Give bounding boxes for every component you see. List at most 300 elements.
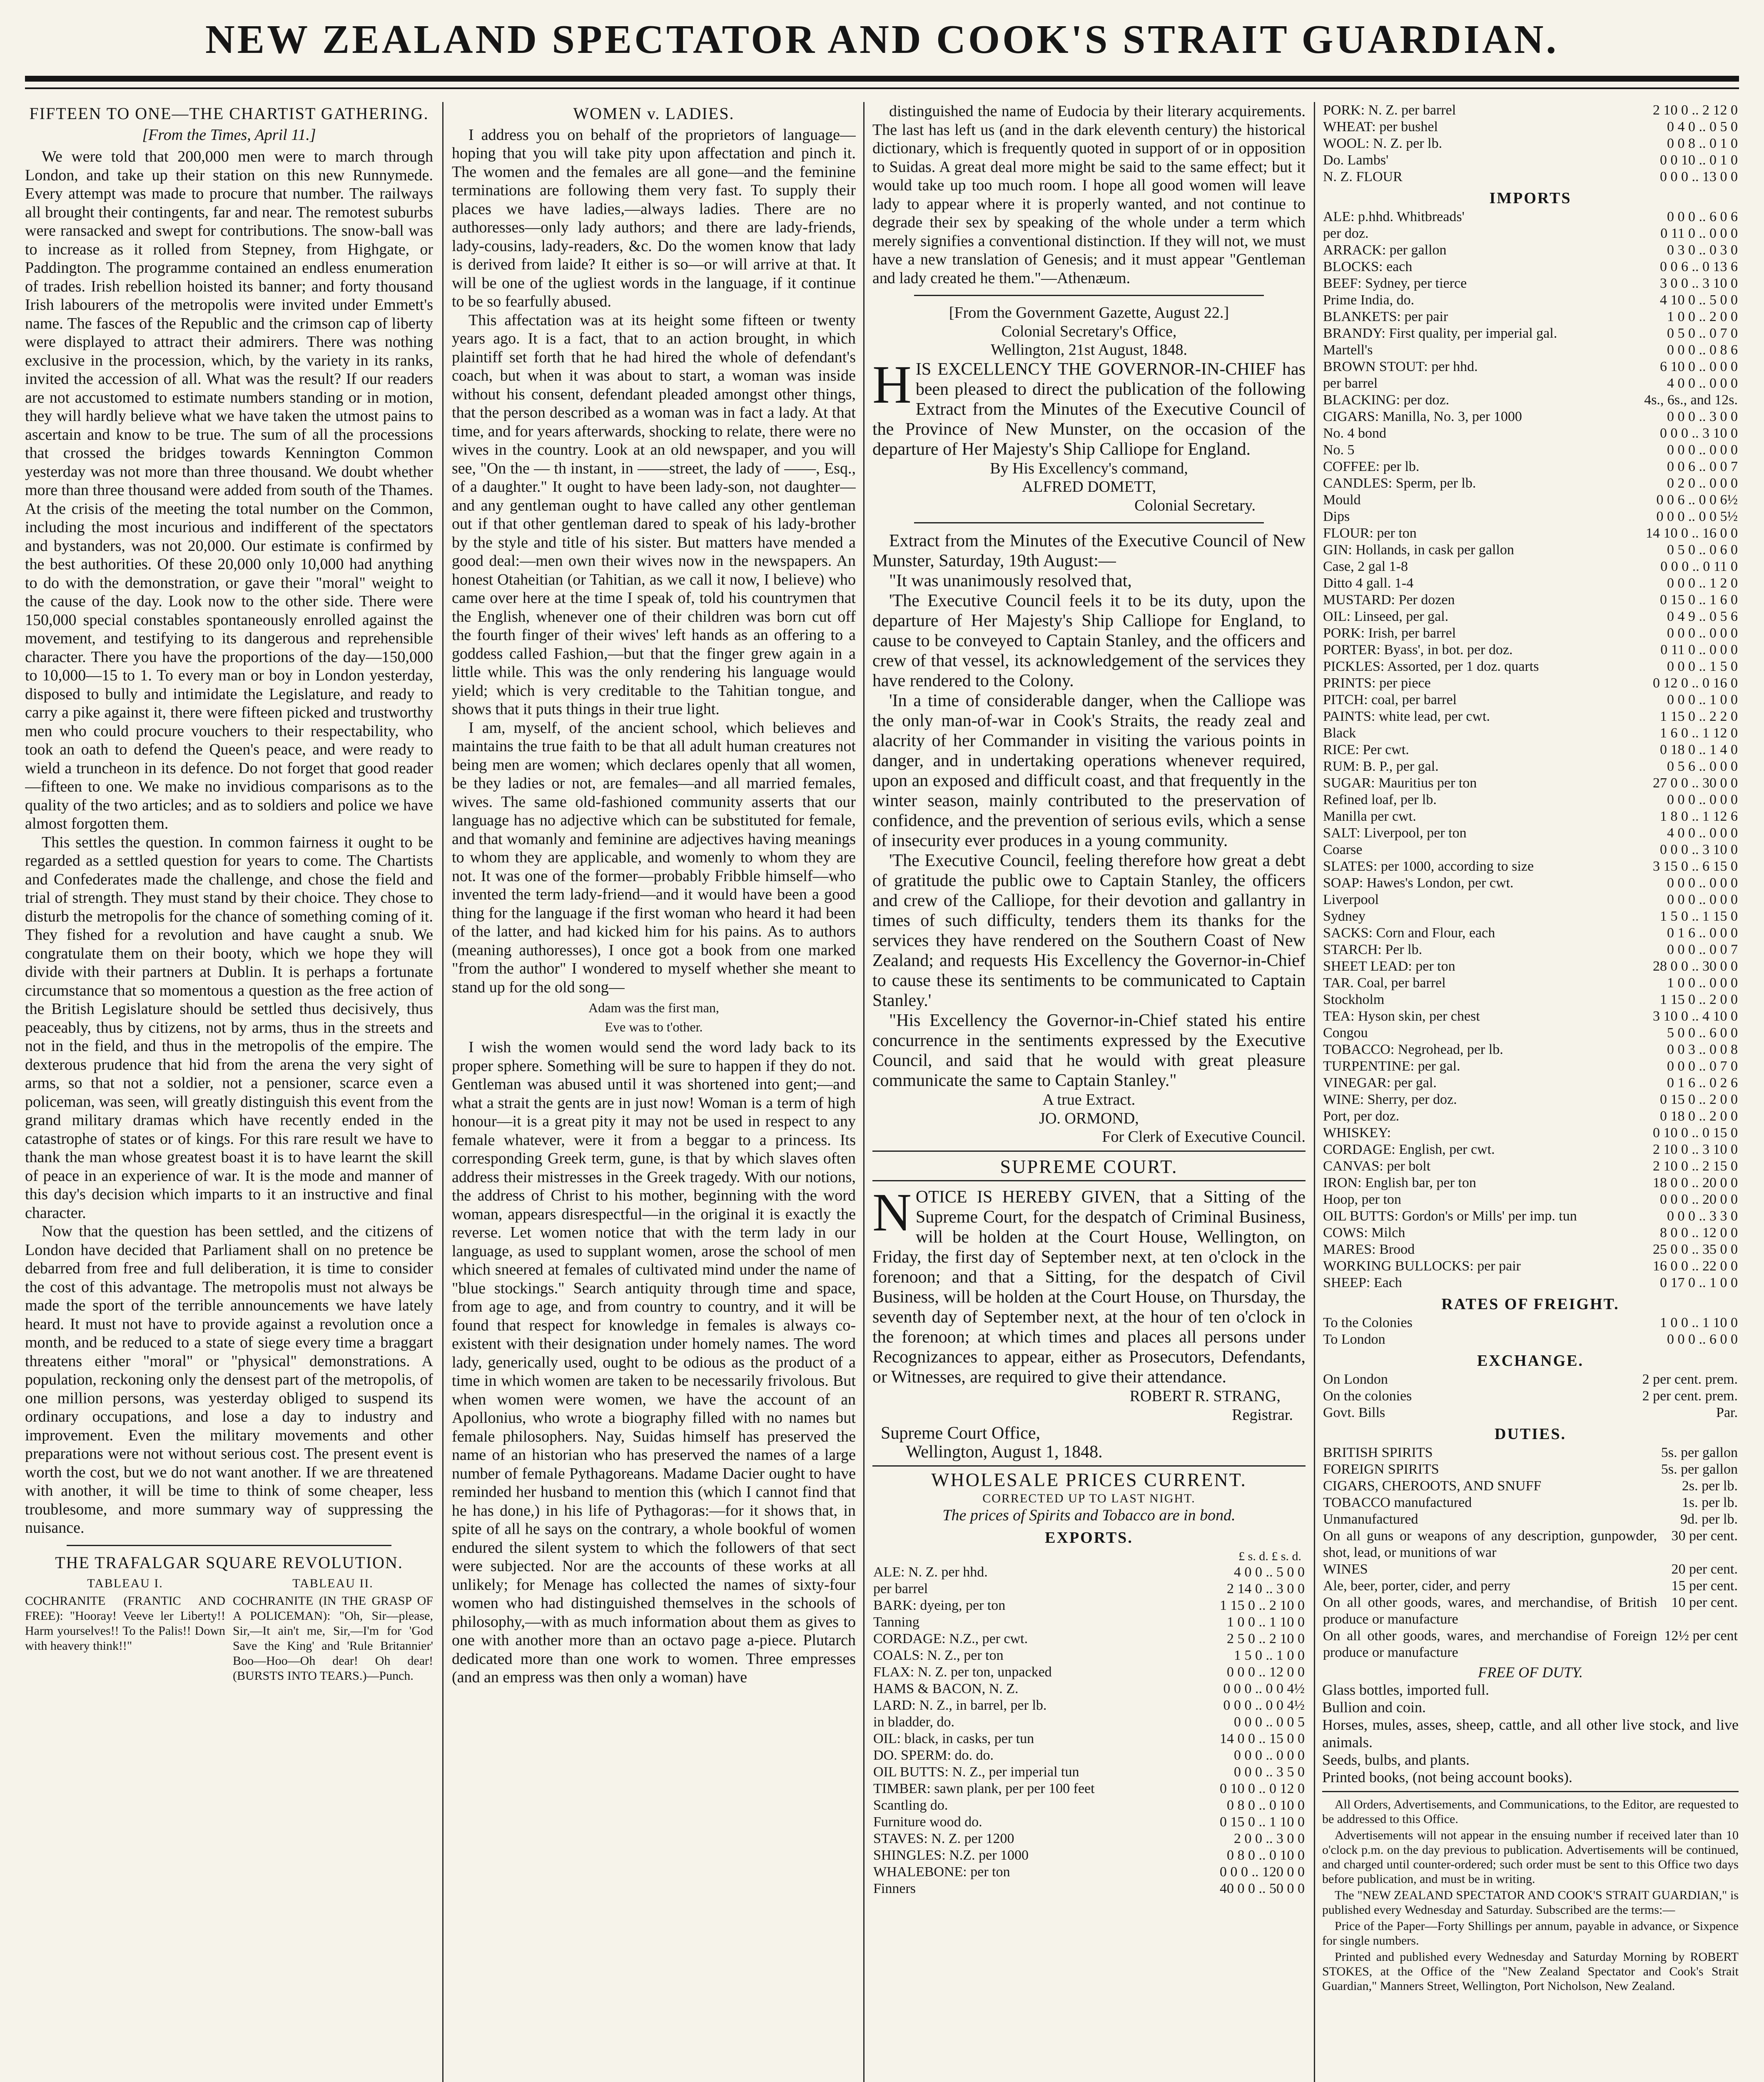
price-item: On London — [1323, 1372, 1388, 1387]
price-item: BROWN STOUT: per hhd. — [1323, 359, 1478, 374]
price-item: OIL BUTTS: N. Z., per imperial tun — [873, 1764, 1079, 1780]
price-value: 0 0 0 .. 1 5 0 — [1667, 659, 1738, 674]
tableau-title: TABLEAU II. — [292, 1576, 374, 1590]
import-row — [1322, 1008, 1739, 1025]
import-row — [1322, 375, 1739, 392]
price-item: ALE: p.hhd. Whitbreads' — [1323, 209, 1465, 224]
price-value: 0 5 0 .. 0 7 0 — [1667, 326, 1738, 341]
price-value: 0 0 0 .. 0 0 4½ — [1223, 1697, 1305, 1713]
price-item: Dips — [1323, 509, 1350, 524]
export-row — [872, 1847, 1306, 1864]
price-value: 0 0 6 .. 0 0 6½ — [1656, 492, 1738, 508]
paragraph: 'In a time of considerable danger, when the Calliope was the only man-of-war in Cook's Straits, the ready zeal and alacrity of her Commander in visiting the various points in danger, and in undertaking operations whenever required, upon an exposed and difficult coast, and that frequently in the winter season, mainly contributed to the preservation of confidence, and the prevention of serious evils, which a sense of insecurity ever produces in a young community. — [872, 691, 1306, 850]
price-value: 0 0 6 .. 0 13 6 — [1660, 259, 1738, 274]
export-row — [872, 1581, 1306, 1597]
price-item: CIGARS, CHEROOTS, AND SNUFF — [1323, 1478, 1542, 1494]
import-row — [1322, 475, 1739, 492]
import-row — [1322, 808, 1739, 825]
price-value: 1 15 0 .. 2 2 0 — [1660, 709, 1738, 724]
price-item: SACKS: Corn and Flour, each — [1323, 925, 1495, 941]
export-row — [872, 1614, 1306, 1631]
export-row — [872, 1697, 1306, 1714]
price-item: in bladder, do. — [873, 1714, 955, 1730]
export-row — [1322, 152, 1739, 169]
masthead-title: NEW ZEALAND SPECTATOR AND COOK'S STRAIT GUARDIAN. — [205, 17, 1559, 62]
price-item: CANDLES: Sperm, per lb. — [1323, 476, 1476, 491]
export-row — [1322, 102, 1739, 119]
import-row — [1322, 825, 1739, 842]
price-item: per barrel — [873, 1581, 928, 1596]
price-value: 1 8 0 .. 1 12 6 — [1660, 809, 1738, 824]
price-item: FLAX: N. Z. per ton, unpacked — [873, 1664, 1052, 1680]
free-item: Printed books, (not being account books). — [1322, 1769, 1572, 1786]
import-row — [1322, 892, 1739, 908]
price-item: COFFEE: per lb. — [1323, 459, 1420, 474]
article-body — [25, 147, 433, 1537]
price-item: TIMBER: sawn plank, per per 100 feet — [873, 1781, 1095, 1796]
duty-row — [1322, 1578, 1739, 1594]
price-value: 0 0 0 .. 0 0 7 — [1667, 942, 1738, 957]
export-row — [872, 1597, 1306, 1614]
price-item: Govt. Bills — [1323, 1405, 1385, 1420]
prices-heading: WHOLESALE PRICES CURRENT. — [931, 1469, 1247, 1490]
freight-table — [1322, 1315, 1739, 1348]
price-item: TAR. Coal, per barrel — [1323, 975, 1446, 991]
price-value: 0 8 0 .. 0 10 0 — [1227, 1847, 1305, 1863]
price-value: 0 0 0 .. 6 0 6 — [1667, 209, 1738, 224]
price-value: 1 15 0 .. 2 0 0 — [1660, 992, 1738, 1007]
price-item: PORK: N. Z. per barrel — [1323, 102, 1456, 118]
command-line: By His Excellency's command, — [990, 459, 1188, 477]
price-value: 3 0 0 .. 3 10 0 — [1660, 276, 1738, 291]
duty-row — [1322, 1478, 1739, 1494]
price-value: 0 15 0 .. 1 10 0 — [1220, 1814, 1305, 1830]
price-value: 0 0 0 .. 1 2 0 — [1667, 575, 1738, 591]
price-item: WHISKEY: — [1323, 1125, 1391, 1141]
import-row — [1322, 309, 1739, 325]
price-value: 0 15 0 .. 1 6 0 — [1660, 592, 1738, 608]
import-row — [1322, 958, 1739, 975]
price-item: BEEF: Sydney, per tierce — [1323, 276, 1467, 291]
price-value: 2 5 0 .. 2 10 0 — [1227, 1631, 1305, 1646]
import-row — [1322, 708, 1739, 725]
price-value: 2 per cent. prem. — [1642, 1388, 1738, 1404]
price-value: 6 10 0 .. 0 0 0 — [1660, 359, 1738, 374]
price-item: per doz. — [1323, 226, 1369, 241]
price-item: Liverpool — [1323, 892, 1379, 907]
price-item: BLACKING: per doz. — [1323, 392, 1450, 408]
price-value: 10 per cent. — [1671, 1595, 1738, 1610]
import-row — [1322, 492, 1739, 508]
import-row — [1322, 842, 1739, 858]
price-value: 1 0 0 .. 2 0 0 — [1667, 309, 1738, 324]
import-row — [1322, 209, 1739, 225]
price-item: COALS: N. Z., per ton — [873, 1647, 1004, 1663]
free-item: Bullion and coin. — [1322, 1699, 1426, 1716]
paragraph: We were told that 200,000 men were to march through London, and take up their station on this new Runnymede. Every attempt was made to procure that number. The railways all brought their contingents, far and near. The remotest suburbs were ransacked and swept for contributions. The snow-ball was to increase as it rolled from Stepney, from Highgate, or Paddington. The programme contained an endless enumeration of trades. Irish rebellion hoisted its banner; and forty thousand Irish labourers of the metropolis were invited under Emmett's name. The fasces of the Republic and the crimson cap of liberty were displayed to attract their admirers. There was nothing exclusive in the procession, which, by the variety in its ranks, invited the accession of all. What was the result? If our readers are not accustomed to estimate numbers standing or in motion, they will hardly believe what we have taken the utmost pains to ascertain and know to be true. The sum of all the processions that crossed the bridges towards Kennington Common yesterday was not more than three thousand. We doubt whether more than three thousand were added from south of the Thames. At the crisis of the meeting the total number on the Common, including the most incurious and indifferent of the spectators and bystanders, was not 20,000. Our estimate is confirmed by the best authorities. Of these 20,000 only 10,000 had anything to do with the demonstration, or gave their "moral" weight to the cause of the day. Look now to the other side. There were 150,000 special constables spontaneously enrolled against the movement, and testifying to its dangerous and reprehensible character. There you have the proportions of the day—150,000 to 10,000—15 to 1. To every man or boy in London yesterday, disposed to bully and intimidate the Legislature, and ready to carry a pike against it, there were fifteen picked and trustworthy men who could procure vouchers to their respectability, who took an oath to defend the Queen's peace, and were ready to wield a truncheon in its defence. Do not forget that good reader—fifteen to one. We make no invidious comparisons as to the quality of the two articles; and as to soldiers and police we have almost forgotten them. — [25, 148, 433, 832]
price-value: 0 0 0 .. 0 0 0 — [1667, 625, 1738, 641]
price-item: WOOL: N. Z. per lb. — [1323, 136, 1443, 151]
import-row — [1322, 242, 1739, 259]
import-row — [1322, 408, 1739, 425]
import-row — [1322, 592, 1739, 608]
import-row — [1322, 1241, 1739, 1258]
price-value: 5s. per gallon — [1661, 1462, 1738, 1477]
price-value: 0 0 0 .. 3 5 0 — [1234, 1764, 1305, 1780]
import-row — [1322, 1258, 1739, 1275]
import-row — [1322, 925, 1739, 941]
price-item: Do. Lambs' — [1323, 152, 1389, 168]
price-item: N. Z. FLOUR — [1323, 169, 1403, 184]
duties-heading: DUTIES. — [1495, 1425, 1566, 1443]
publisher-note: Price of the Paper—Forty Shillings per annum, payable in advance, or Sixpence for single numbers. — [1322, 1919, 1739, 1948]
drop-cap: H — [872, 354, 912, 415]
free-item: Glass bottles, imported full. — [1322, 1681, 1489, 1698]
price-item: Ale, beer, porter, cider, and perry — [1323, 1578, 1510, 1594]
drop-cap: N — [872, 1183, 912, 1243]
price-item: RUM: B. P., per gal. — [1323, 759, 1439, 774]
price-item: VINEGAR: per gal. — [1323, 1075, 1437, 1091]
price-item: BRANDY: First quality, per imperial gal. — [1323, 326, 1557, 341]
price-item: Hoop, per ton — [1323, 1192, 1401, 1207]
column-women-ladies — [452, 102, 856, 2082]
import-row — [1322, 558, 1739, 575]
price-item: PICKLES: Assorted, per 1 doz. quarts — [1323, 659, 1539, 674]
price-item: SHEET LEAD: per ton — [1323, 959, 1455, 974]
paragraph: This settles the question. In common fairness it ought to be regarded as a settled question for years to come. The Chartists and Confederates made the challenge, and chose the field and trial of strength. They must stand by their choice. They chose to disturb the metropolis for the chance of something coming of it. They fished for a revolution and have caught a snub. We congratulate them on their booty, which we hope they will divide with their partners at Dublin. It is perhaps a fortunate circumstance that so momentous a question as the free action of the British Legislature should be settled thus decisively, thus peaceably, thus by citizens, not by arms, thus in the streets and not in the field, and thus in the metropolis of the empire. The dexterous prudence that hid from the arena the very sight of arms, so that not a soldier, not a pensioner, scarce even a policeman, was seen, will greatly distinguish this event from the grand military dramas which have recently ended in the catastrophe of states or of kings. For this rare result we have to thank the man whose greatest boast it is to have learnt the skill of peace in an experience of war. It is the mode and manner of this day's decision which imparts to it an instructive and final character. — [25, 833, 433, 1222]
price-value: 30 per cent. — [1671, 1528, 1738, 1544]
paragraph: This affectation was at its height some fifteen or twenty years ago. It is a fact, that to an action brought, in which plaintiff set forth that he had hired the whole of defendant's coach, but when it was about to start, a woman was inside without his consent, defendant pleaded amongst other things, that the person described as a woman was in fact a lady. At that time, and for years afterwards, shocking to relate, there were no wives in the country. Look at an old newspaper, and you will see, "On the — th instant, in ——street, the lady of ——, Esq., of a daughter." It ought to have been lady-son, not daughter—and any gentleman ought to have called any other gentleman out if that other gentleman dared to speak of his lady-brother by the style and title of his sister. But matters have mended a good deal:—men own their wives now in the newspapers. An honest Otaheitian (or Tahitian, as we call it now, I believe) who came over here at the time I speak of, told his countrymen that the English, whenever one of their children was born cut off the fourth finger of their wives' left hands as an offering to a goddess called Fashion,—but that the finger grew again in a little while. This was the only rendering his language would yield; which is very creditable to the Tahitian tongue, and shows that it puts things in their true light. — [452, 311, 856, 718]
price-value: 2 10 0 .. 2 15 0 — [1653, 1158, 1738, 1174]
freight-heading: RATES OF FREIGHT. — [1441, 1295, 1619, 1313]
export-row — [872, 1747, 1306, 1764]
imports-heading: IMPORTS — [1489, 189, 1572, 207]
price-item: To the Colonies — [1323, 1315, 1413, 1330]
price-value: 16 0 0 .. 22 0 0 — [1653, 1258, 1738, 1274]
price-item: SHINGLES: N.Z. per 1000 — [873, 1847, 1029, 1863]
import-row — [1322, 1091, 1739, 1108]
price-item: On all guns or weapons of any description, gunpowder, shot, lead, or munitions of war — [1323, 1528, 1657, 1560]
price-value: 0 1 6 .. 0 0 0 — [1667, 925, 1738, 941]
paragraph: 'The Executive Council, feeling therefore how great a debt of gratitude the public owe to Captain Stanley, the officers and crew of the Calliope, for their devotion and gallantry in times of such difficulty, tenders them its thanks for the services they have rendered on the Southern Coast of New Zealand; and requests His Excellency the Governor-in-Chief to cause these its sentiments to be communicated to Captain Stanley.' — [872, 851, 1306, 1010]
duty-row — [1322, 1494, 1739, 1511]
price-value: 0 1 6 .. 0 2 6 — [1667, 1075, 1738, 1091]
price-value: 4 0 0 .. 5 0 0 — [1234, 1564, 1305, 1580]
import-row — [1322, 1108, 1739, 1125]
import-row — [1322, 858, 1739, 875]
price-item: Finners — [873, 1880, 916, 1896]
duties-table — [1322, 1444, 1739, 1661]
price-item: COWS: Milch — [1323, 1225, 1405, 1240]
column-chartist — [25, 102, 433, 2082]
price-value: 1 15 0 .. 2 10 0 — [1220, 1597, 1305, 1613]
price-value: 2 10 0 .. 2 12 0 — [1653, 102, 1738, 118]
export-row — [872, 1764, 1306, 1781]
price-value: 4 0 0 .. 0 0 0 — [1667, 825, 1738, 841]
imports-table — [1322, 209, 1739, 1291]
price-value: 1 0 0 .. 1 10 0 — [1227, 1614, 1305, 1630]
import-row — [1322, 392, 1739, 408]
price-value: 1 0 0 .. 1 10 0 — [1660, 1315, 1738, 1330]
export-row — [872, 1781, 1306, 1797]
import-row — [1322, 508, 1739, 525]
price-item: WINE: Sherry, per doz. — [1323, 1092, 1457, 1107]
import-row — [1322, 1275, 1739, 1291]
price-item: TOBACCO: Negrohead, per lb. — [1323, 1042, 1503, 1057]
import-row — [1322, 342, 1739, 359]
verse-line: Eve was to t'other. — [605, 1019, 703, 1034]
export-row — [872, 1664, 1306, 1681]
price-item: WHEAT: per bushel — [1323, 119, 1438, 134]
article-body — [452, 1038, 856, 1687]
tableau-text: COCHRANITE (IN THE GRASP OF A POLICEMAN): "Oh, Sir—please, Sir,—It ain't me, Sir,—I'm for 'God Save the King' and 'Rule Britannier' Boo—Hoo—Oh dear! Oh dear! (BURSTS INTO TEARS.)—Punch. — [233, 1594, 433, 1683]
price-item: Manilla per cwt. — [1323, 809, 1416, 824]
import-row — [1322, 1225, 1739, 1241]
price-value: 0 0 0 .. 0 0 0 — [1234, 1747, 1305, 1763]
price-value: 0 0 0 .. 13 0 0 — [1660, 169, 1738, 184]
export-row — [1322, 169, 1739, 185]
price-item: ALE: N. Z. per hhd. — [873, 1564, 988, 1580]
article-separator — [914, 295, 1264, 296]
import-row — [1322, 758, 1739, 775]
price-item: GIN: Hollands, in cask per gallon — [1323, 542, 1514, 558]
price-item: PAINTS: white lead, per cwt. — [1323, 709, 1490, 724]
price-item: SLATES: per 1000, according to size — [1323, 859, 1534, 874]
price-item: BLOCKS: each — [1323, 259, 1413, 274]
price-value: 0 10 0 .. 0 12 0 — [1220, 1781, 1305, 1796]
export-row — [872, 1564, 1306, 1581]
court-date: Wellington, August 1, 1848. — [906, 1442, 1103, 1462]
notice-text: IS EXCELLENCY THE GOVERNOR-IN-CHIEF has been pleased to direct the publication of the following Extract from the Minutes of the Executive Council of the Province of New Munster, on the occasion of the departure of Her Majesty's Ship Calliope for England. — [872, 359, 1306, 459]
import-row — [1322, 1075, 1739, 1091]
registrar-title: Registrar. — [1232, 1406, 1293, 1424]
price-value: 2 14 0 .. 3 0 0 — [1227, 1581, 1305, 1596]
price-value: 0 15 0 .. 2 0 0 — [1660, 1092, 1738, 1107]
import-row — [1322, 792, 1739, 808]
import-row — [1322, 292, 1739, 309]
import-row — [1322, 1141, 1739, 1158]
price-item: RICE: Per cwt. — [1323, 742, 1409, 757]
price-value: 27 0 0 .. 30 0 0 — [1653, 775, 1738, 791]
price-item: CORDAGE: N.Z., per cwt. — [873, 1631, 1028, 1646]
export-row — [872, 1880, 1306, 1897]
exchange-heading: EXCHANGE. — [1477, 1352, 1584, 1370]
price-value: 0 5 6 .. 0 0 0 — [1667, 759, 1738, 774]
price-item: Tanning — [873, 1614, 919, 1630]
export-row — [872, 1681, 1306, 1697]
price-item: HAMS & BACON, N. Z. — [873, 1681, 1019, 1696]
price-value: 5s. per gallon — [1661, 1445, 1738, 1460]
tableau-title: TABLEAU I. — [87, 1576, 163, 1590]
column-divider — [863, 102, 865, 2082]
publisher-notes — [1322, 1797, 1739, 1993]
free-item: Seeds, bulbs, and plants. — [1322, 1751, 1470, 1768]
prices-note: The prices of Spirits and Tobacco are in bond. — [942, 1506, 1236, 1524]
price-item: BARK: dyeing, per ton — [873, 1597, 1006, 1613]
price-item: WORKING BULLOCKS: per pair — [1323, 1258, 1521, 1274]
price-value: 0 5 0 .. 0 6 0 — [1667, 542, 1738, 558]
import-row — [1322, 359, 1739, 375]
price-value: 0 0 0 .. 0 0 0 — [1667, 442, 1738, 458]
article-title: FIFTEEN TO ONE—THE CHARTIST GATHERING. — [29, 104, 429, 123]
import-row — [1322, 725, 1739, 742]
export-row — [872, 1631, 1306, 1647]
signer-name: JO. ORMOND, — [1039, 1109, 1139, 1127]
price-item: STARCH: Per lb. — [1323, 942, 1423, 957]
article-separator — [872, 1465, 1306, 1467]
signer-title: For Clerk of Executive Council. — [1102, 1128, 1306, 1146]
export-row — [1322, 135, 1739, 152]
import-row — [1322, 908, 1739, 925]
price-value: 0 0 0 .. 6 0 0 — [1667, 1332, 1738, 1347]
export-row — [872, 1647, 1306, 1664]
price-item: OIL BUTTS: Gordon's or Mills' per imp. tun — [1323, 1208, 1577, 1224]
freight-row — [1322, 1315, 1739, 1331]
registrar-name: ROBERT R. STRANG, — [1129, 1387, 1281, 1405]
article-title: THE TRAFALGAR SQUARE REVOLUTION. — [55, 1553, 403, 1572]
freight-row — [1322, 1331, 1739, 1348]
price-item: WHALEBONE: per ton — [873, 1864, 1010, 1880]
price-item: To London — [1323, 1332, 1385, 1347]
price-value: 15 per cent. — [1671, 1578, 1738, 1594]
duty-row — [1322, 1444, 1739, 1461]
import-row — [1322, 941, 1739, 958]
import-row — [1322, 625, 1739, 642]
price-value: 0 8 0 .. 0 10 0 — [1227, 1797, 1305, 1813]
price-value: 1 0 0 .. 0 0 0 — [1667, 975, 1738, 991]
article-title: WOMEN v. LADIES. — [573, 104, 735, 123]
signer-title: Colonial Secretary. — [1134, 496, 1256, 514]
import-row — [1322, 1208, 1739, 1225]
export-row — [1322, 119, 1739, 135]
article-source: [From the Times, April 11.] — [142, 126, 316, 144]
exports-column-units: £ s. d. £ s. d. — [1238, 1549, 1301, 1563]
import-row — [1322, 225, 1739, 242]
export-row — [872, 1731, 1306, 1747]
extract-heading: Extract from the Minutes of the Executive Council of New Munster, Saturday, 19th August:— — [872, 531, 1306, 570]
exchange-row — [1322, 1371, 1739, 1388]
article-separator — [67, 1545, 391, 1546]
price-value: 25 0 0 .. 35 0 0 — [1653, 1242, 1738, 1257]
price-item: BRITISH SPIRITS — [1323, 1445, 1433, 1460]
import-row — [1322, 275, 1739, 292]
import-row — [1322, 1125, 1739, 1141]
price-item: STAVES: N. Z. per 1200 — [873, 1830, 1014, 1846]
price-item: Unmanufactured — [1323, 1512, 1418, 1527]
paragraph: I address you on behalf of the proprietors of language—hoping that you will take pity upon affectation and pinch it. The women and the females are all gone—and the feminine terminations are following them very fast. To supply their places we have ladies,—always ladies. There are no authoresses—only lady authors; and there are lady-friends, lady-cousins, lady-readers, &c. Do the women know that lady is derived from laide? It either is so—or will arrive at that. It will be one of the ugliest words in the language, if it continue to be so fearfully abused. — [452, 126, 856, 310]
exports-table — [872, 1564, 1306, 1897]
column-divider — [1314, 102, 1315, 2082]
exports-continued-table — [1322, 102, 1739, 185]
price-value: 0 0 0 .. 1 0 0 — [1667, 692, 1738, 707]
import-row — [1322, 642, 1739, 658]
price-item: CORDAGE: English, per cwt. — [1323, 1142, 1495, 1157]
tableau-text: COCHRANITE (FRANTIC AND FREE): "Hooray! Veeve ler Liberty!! Harm yourselves!! To the Palis!! Down with heavery think!!" — [25, 1594, 225, 1653]
price-value: 2 10 0 .. 3 10 0 — [1653, 1142, 1738, 1157]
article-separator — [872, 1180, 1306, 1181]
price-value: 2 0 0 .. 3 0 0 — [1234, 1830, 1305, 1846]
import-row — [1322, 775, 1739, 792]
price-value: 14 10 0 .. 16 0 0 — [1646, 525, 1738, 541]
price-value: 2s. per lb. — [1682, 1478, 1738, 1494]
import-row — [1322, 442, 1739, 458]
price-item: FLOUR: per ton — [1323, 525, 1417, 541]
price-value: 0 0 0 .. 12 0 0 — [1227, 1664, 1305, 1680]
paragraph: "His Excellency the Governor-in-Chief stated his entire concurrence in the sentiments expressed by the Executive Council, and said that he would with great pleasure communicate the same to Captain Stanley." — [872, 1011, 1306, 1090]
price-value: 0 0 0 .. 0 0 0 — [1667, 875, 1738, 891]
publisher-note: Advertisements will not appear in the ensuing number if received later than 10 o'clock p.m. on the day previous to publication. Advertisements will be continued, and charged until counter-ordered; such order must be sent to this Office two days before publication, and must be in writing. — [1322, 1828, 1739, 1886]
price-value: 1s. per lb. — [1682, 1495, 1738, 1510]
price-item: SUGAR: Mauritius per ton — [1323, 775, 1477, 791]
column-prices — [1322, 102, 1739, 2082]
price-value: 0 0 0 .. 0 11 0 — [1660, 559, 1738, 574]
price-item: MARES: Brood — [1323, 1242, 1415, 1257]
export-row — [872, 1797, 1306, 1814]
price-item: No. 5 — [1323, 442, 1355, 458]
price-value: 8 0 0 .. 12 0 0 — [1660, 1225, 1738, 1240]
paragraph: Now that the question has been settled, and the citizens of London have decided that Parliament shall on no pretence be debarred from free and full deliberation, it is time to consider the cost of this advantage. The metropolis must not always be made the sport of the terrible announcements we have lately heard. It must not have to provide against a revolution once a month, and be reduced to a state of siege every time a braggart threatens either "moral" or "physical" demonstrations. A population, reckoning only the densest part of the metropolis, of one million persons, was yesterday obliged to suspend its ordinary occupations, and lose a day to industry and improvement. Even the military movements and other preparations were not without serious cost. The present event is worth the cost, but we do not want another. If we are threatened with another, it will be time to think of some cheaper, less troublesome, and more summary way of suppressing the nuisance. — [25, 1223, 433, 1537]
price-value: 0 0 0 .. 120 0 0 — [1220, 1864, 1305, 1880]
price-item: Martell's — [1323, 342, 1373, 358]
price-value: 4 10 0 .. 5 0 0 — [1660, 292, 1738, 308]
price-value: 28 0 0 .. 30 0 0 — [1653, 959, 1738, 974]
price-value: 1 6 0 .. 1 12 0 — [1660, 725, 1738, 741]
publisher-note: All Orders, Advertisements, and Communications, to the Editor, are requested to be addressed to this Office. — [1322, 1798, 1739, 1826]
tableau-one — [25, 1576, 225, 1684]
import-row — [1322, 1058, 1739, 1075]
article-separator — [872, 1151, 1306, 1152]
price-value: 0 0 6 .. 0 0 7 — [1667, 459, 1738, 474]
export-row — [872, 1814, 1306, 1830]
price-item: Refined loaf, per lb. — [1323, 792, 1437, 807]
masthead-rule-thick — [25, 76, 1739, 82]
price-value: 3 15 0 .. 6 15 0 — [1653, 859, 1738, 874]
court-office: Supreme Court Office, — [881, 1424, 1040, 1443]
import-row — [1322, 542, 1739, 558]
import-row — [1322, 875, 1739, 892]
price-value: 0 0 0 .. 3 10 0 — [1660, 426, 1738, 441]
price-item: SALT: Liverpool, per ton — [1323, 825, 1467, 841]
price-item: DO. SPERM: do. do. — [873, 1747, 994, 1763]
import-row — [1322, 1025, 1739, 1041]
price-value: Par. — [1716, 1405, 1738, 1420]
price-item: CIGARS: Manilla, No. 3, per 1000 — [1323, 409, 1522, 424]
import-row — [1322, 742, 1739, 758]
verse-line: Adam was the first man, — [588, 1000, 719, 1015]
tableau-two — [233, 1576, 433, 1684]
paragraph: I am, myself, of the ancient school, which believes and maintains the true faith to be that all adult human creatures not being men are women; which declares openly that all women, be they ladies or not, are females—and all married females, wives. The same old-fashioned community asserts that our language has no adjective which can be substituted for female, and that womanly and feminine are adjectives having meanings to whom they are applicable, and womenly to whom they are not. It was one of the former—probably Fribble himself—who invented the term lady-friend—and it would have been a good thing for the language if the first woman who heard it had been of the latter, and had kicked him for his pains. As to authors (meaning authoresses), I once got a book from one marked "from the author" I wondered to myself whether she meant to stand up for the old song— — [452, 719, 856, 996]
prices-corrected: CORRECTED UP TO LAST NIGHT. — [982, 1491, 1196, 1505]
price-item: CANVAS: per bolt — [1323, 1158, 1431, 1174]
column-divider — [442, 102, 443, 2082]
court-heading: SUPREME COURT. — [1000, 1156, 1178, 1177]
article-separator — [1322, 1791, 1739, 1792]
price-value: 20 per cent. — [1671, 1562, 1738, 1577]
price-value: 0 0 0 .. 0 7 0 — [1667, 1058, 1738, 1074]
price-value: 0 18 0 .. 1 4 0 — [1660, 742, 1738, 757]
price-value: 9d. per lb. — [1680, 1512, 1738, 1527]
paragraph: "It was unanimously resolved that, — [889, 571, 1132, 590]
import-row — [1322, 991, 1739, 1008]
price-value: 0 11 0 .. 0 0 0 — [1660, 226, 1738, 241]
publisher-note: The "NEW ZEALAND SPECTATOR AND COOK'S STRAIT GUARDIAN," is published every Wednesday and Saturday. Subscribed are the terms:— — [1322, 1888, 1739, 1917]
masthead-rule-thin — [25, 87, 1739, 89]
import-row — [1322, 1158, 1739, 1175]
export-row — [872, 1830, 1306, 1847]
price-item: Sydney — [1323, 909, 1365, 924]
import-row — [1322, 608, 1739, 625]
import-row — [1322, 259, 1739, 275]
